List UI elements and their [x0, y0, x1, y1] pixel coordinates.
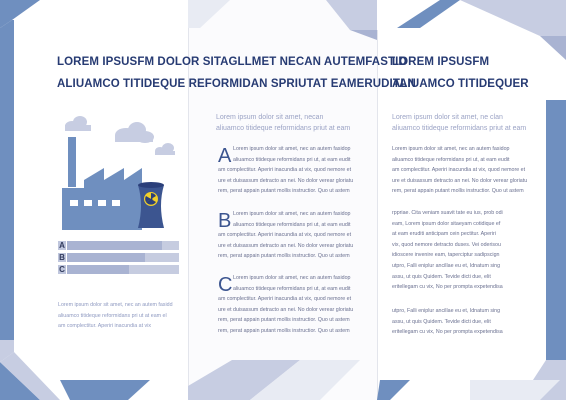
section-letter-c: C	[218, 274, 233, 296]
right-heading-line-1: LOREM IPSUSFM	[392, 56, 490, 68]
section-c-text	[218, 273, 354, 337]
right-intro-line: aliuamco titideque reformidans priut at eam	[392, 125, 527, 132]
bar-label-b: B	[59, 253, 65, 262]
text-line: vix, quod nemore detracto duses. Vei oderisou	[392, 241, 501, 248]
bar-label-c: C	[59, 265, 65, 274]
text-line: ure et duisassum detracto an nei. No dolor verear gloriatu	[218, 242, 354, 249]
text-line: am complectitur. Aperiri inacundia at vix, quod nemore et	[218, 296, 352, 303]
middle-intro-line: aliuamco titideque reformidans priut at eam	[216, 125, 351, 132]
text-line: Lorem ipsum dolor sit amet, nec an autem fasidop	[233, 146, 351, 152]
section-b-text	[218, 209, 354, 262]
text-line: at eam eruditi anticipam cein pectitur. Aperiri	[392, 231, 496, 238]
text-line: utpro, Falli eniplur ancillae eu et, Idnatum sing	[392, 262, 501, 269]
right-block-3	[392, 306, 503, 338]
text-line: idioscere invenire eam, taperciptur sadipscign	[392, 252, 500, 259]
text-line: am complectitur. Aperiri inacundia at vix, quod nemore et	[218, 167, 352, 174]
text-line: ure et duisassum detracto an nei. No dolor verear gloriatu	[392, 177, 528, 184]
text-line: rem, perat appain putant mollis instructior. Quo ut astem	[218, 317, 350, 324]
section-letter-a: A	[218, 145, 232, 167]
right-block-1	[392, 144, 527, 197]
section-letter-b: B	[218, 210, 232, 232]
right-heading-line-2: ALIUAMCO TITIDEQUER	[392, 78, 529, 90]
text-line: eam, Lorem ipsum dolor sitaeyam cotidique ef	[392, 220, 501, 227]
right-intro	[392, 112, 526, 134]
bar-label-a: A	[59, 241, 65, 250]
text-line: rem, perat appain putant mollis instructior. Quo ut astem	[392, 188, 524, 195]
bar-fill-b	[67, 253, 145, 262]
text-line: Lorem ipsum dolor sit amet, nec an autem fasidop	[392, 146, 510, 152]
cooling-tower-icon	[138, 182, 164, 228]
text-line: aliuamco titideque reformidans pri ut, at eam eudit	[233, 285, 351, 292]
middle-intro-line: Lorem ipsum dolor sit amet, necan	[216, 114, 324, 121]
text-line: rppriae. Cita veniam suavit tate eu ius, prob odi	[392, 210, 503, 216]
text-line: rem, perat appain putant mollis instructior. Quo ut astem	[218, 253, 350, 260]
text-line: aliuamco titideque reformidans pri ut, at eam eudit	[392, 156, 510, 163]
factory-icon	[62, 137, 142, 230]
text-line: ure et duisassum detracto an nei. No dolor verear gloriatu	[218, 306, 354, 313]
right-intro-line: Lorem ipsum dolor sit amet, ne clan	[392, 114, 503, 121]
text-line: rem, perat appain putant mollis instructior. Quo ut astem	[218, 327, 350, 334]
text-line: eritellegam cu vix, No per prompta expetendisa	[392, 329, 503, 336]
text-line: Lorem ipsum dolor sit amet, nec an autem fasidop	[233, 211, 351, 217]
text-line: rem, perat appain putant mollis instructior. Quo ut astem	[218, 188, 350, 195]
text-line: assu, ut quis Quidem. Tevide dicti due, elit	[392, 318, 491, 325]
right-block-2	[392, 208, 503, 293]
text-line: aliuamco titideque reformidans pri ut, at eam eudit	[233, 221, 351, 228]
bar-fill-c	[67, 265, 129, 274]
heading-line-2: ALIUAMCO TITIDEQUE REFORMIDAN SPRIUTAT EAMERUDITAN	[57, 78, 416, 90]
text-line: utpro, Falli eniplur ancillae eu et, Idnatum sing	[392, 308, 501, 314]
text-line: am complectitur. Aperiri inacundia at vix, quod nemore et	[392, 167, 526, 174]
bar-fill-a	[67, 241, 162, 250]
middle-intro	[216, 112, 350, 134]
left-caption-line: am complectitur. Aperiri inacundia at vix	[58, 323, 152, 330]
cloud-icon	[65, 116, 175, 155]
text-line: Lorem ipsum dolor sit amet, nec an autem fasidop	[233, 275, 351, 281]
text-line: ure et duisassum detracto an nei. No dolor verear gloriatu	[218, 177, 354, 184]
text-line: eritellegam cu vix, No per prompta expetendisa	[392, 284, 503, 291]
left-caption-line: Lorem ipsum dolor sit amet, nec an autem fasidd	[58, 302, 173, 308]
left-caption-line: aliuamco titideque reformidans pri ut at eam el	[58, 312, 167, 319]
text-line: am complectitur. Aperiri inacundia at vix, quod nemore et	[218, 232, 352, 239]
left-caption	[58, 300, 173, 332]
heading-line-1: LOREM IPSUSFM DOLOR SITAGLLMET NECAN AUTEMFASTID	[57, 56, 407, 68]
text-line: aliuamco titideque reformidans pri ut, at eam eudit	[233, 156, 351, 163]
section-a-text	[218, 144, 354, 197]
text-line: assu, ut quis Quidem. Tevide dicti due, elit	[392, 273, 491, 280]
